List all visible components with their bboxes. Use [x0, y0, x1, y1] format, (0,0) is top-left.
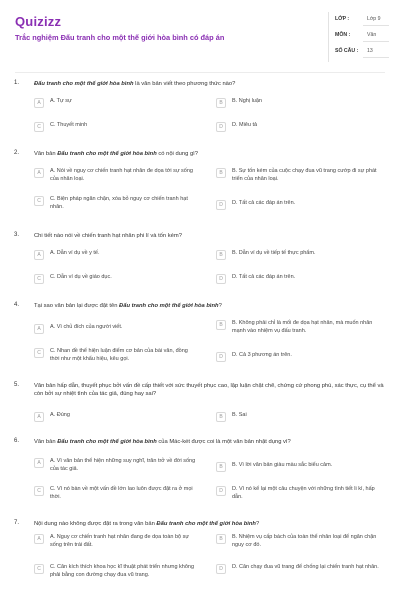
option-letter-box: A	[34, 98, 44, 108]
question-number: 7.	[14, 520, 20, 526]
question-text: Nội dung nào không được đặt ra trong văn bản Đấu tranh cho một thế giới hòa bình?	[34, 521, 260, 527]
option-letter-box: C	[34, 486, 44, 496]
question-number: 6.	[14, 438, 20, 444]
question-number: 3.	[14, 232, 20, 238]
option-text: C. Biện pháp ngăn chặn, xóa bỏ nguy cơ chiến tranh hạt nhân.	[50, 196, 188, 210]
question-number: 1.	[14, 80, 20, 86]
meta-subject-value: Văn	[367, 32, 377, 38]
question-text: Văn bản hấp dẫn, thuyết phục bởi vấn đề cấp thiết với sức thuyết phục cao, lập luận chặt chẽ, chứng cứ phong phú, xác thực, cụ thể và còn bởi sự nhiệt tình của tác giả, đúng hay sai?	[34, 383, 384, 397]
option-letter-box: B	[216, 250, 226, 260]
option-letter-box: D	[216, 486, 226, 496]
option-text: C. Nhan đề thể hiện luận điểm cơ bản của bài văn, đồng thời như một khẩu hiệu, kêu gọi.	[50, 348, 188, 362]
question-text: Tại sao văn bản lại được đặt tên Đấu tranh cho một thế giới hòa bình?	[34, 303, 222, 309]
option-letter-box: A	[34, 412, 44, 422]
option-letter-box: B	[216, 168, 226, 178]
option-letter-box: A	[34, 324, 44, 334]
option-letter-box: C	[34, 196, 44, 206]
worksheet-header	[0, 0, 400, 70]
option-letter-box: A	[34, 534, 44, 544]
option-text: B. Dẫn ví dụ về tiếp tế thực phẩm.	[232, 250, 316, 256]
meta-count-value: 13	[367, 48, 373, 54]
option-text: B. Sai	[232, 412, 247, 418]
question-number: 4.	[14, 302, 20, 308]
option-text: A. Vì chủ đích của người viết.	[50, 324, 123, 330]
option-letter-box: D	[216, 274, 226, 284]
option-letter-box: B	[216, 534, 226, 544]
option-letter-box: D	[216, 352, 226, 362]
option-text: D. Tất cả các đáp án trên.	[232, 200, 296, 206]
option-text: B. Nhiệm vụ cấp bách của toàn thể nhân loại để ngăn chặn nguy cơ đó.	[232, 534, 377, 548]
option-text: D. Tất cả các đáp án trên.	[232, 274, 296, 280]
option-text: D. Vì nó kể lại một câu chuyện với những tình tiết li kì, hấp dẫn.	[232, 486, 375, 500]
meta-count	[335, 44, 389, 58]
option-text: C. Thuyết minh	[50, 122, 88, 128]
question-number: 2.	[14, 150, 20, 156]
meta-divider	[363, 57, 389, 58]
option-text: D. Miêu tả	[232, 122, 258, 128]
option-text: C. Dẫn ví dụ về giáo dục.	[50, 274, 112, 280]
option-text: D. Cả 3 phương án trên.	[232, 352, 292, 358]
question-text: Đấu tranh cho một thế giới hòa bình là văn bản viết theo phương thức nào?	[34, 81, 236, 87]
option-letter-box: B	[216, 98, 226, 108]
option-text: B. Vì lời văn bản giàu màu sắc biểu cảm.	[232, 462, 333, 468]
option-letter-box: A	[34, 250, 44, 260]
option-text: A. Vì văn bản thể hiện những suy nghĩ, trăn trở về đời sống của tác giả.	[50, 458, 196, 472]
option-letter-box: A	[34, 458, 44, 468]
option-text: A. Dẫn ví dụ về y tế.	[50, 250, 100, 256]
question-text: Chi tiết nào nói về chiến tranh hạt nhân phi lí và tốn kém?	[34, 233, 182, 239]
meta-grade	[335, 12, 389, 26]
option-letter-box: B	[216, 462, 226, 472]
meta-subject-label: MÔN :	[335, 32, 351, 38]
option-letter-box: A	[34, 168, 44, 178]
header-divider	[15, 72, 385, 73]
option-text: B. Sự tốn kém của cuộc chạy đua vũ trang cướp đi sự phát triển của nhân loại.	[232, 168, 377, 182]
option-letter-box: B	[216, 412, 226, 422]
option-text: A. Tự sự	[50, 98, 72, 104]
option-letter-box: C	[34, 122, 44, 132]
option-text: C. Vì nó bàn về một vấn đề lớn lao luôn được đặt ra ở mọi thời.	[50, 486, 193, 500]
option-letter-box: B	[216, 320, 226, 330]
option-text: B. Nghị luận	[232, 98, 262, 104]
meta-count-label: SỐ CÂU :	[335, 48, 359, 54]
option-text: B. Không phải chỉ là mối đe dọa hạt nhân, mà muốn nhân mạnh vào nhiệm vụ đấu tranh.	[232, 320, 373, 334]
meta-subject	[335, 28, 389, 42]
meta-grade-label: LỚP :	[335, 16, 350, 22]
question-text: Văn bản Đấu tranh cho một thế giới hòa bình của Mác-két được coi là một văn bản nhật dụng vì?	[34, 439, 291, 445]
meta-grade-value: Lớp 9	[367, 16, 381, 22]
worksheet-title: Trắc nghiệm Đấu tranh cho một thế giới hòa bình có đáp án	[15, 33, 225, 42]
option-letter-box: D	[216, 200, 226, 210]
option-letter-box: C	[34, 348, 44, 358]
option-letter-box: D	[216, 122, 226, 132]
option-text: A. Đúng	[50, 412, 70, 418]
option-letter-box: D	[216, 564, 226, 574]
option-text: A. Nói về nguy cơ chiến tranh hạt nhân đe dọa tới sự sống của nhân loại.	[50, 168, 193, 182]
option-text: C. Căn kích thích khoa học kĩ thuật phát triển nhưng không phải bằng con đường chạy đua vũ trang.	[50, 564, 195, 578]
worksheet-meta	[328, 12, 390, 62]
meta-divider	[363, 41, 389, 42]
option-letter-box: C	[34, 564, 44, 574]
question-text: Văn bản Đấu tranh cho một thế giới hòa bình có nội dung gì?	[34, 151, 199, 157]
option-text: D. Cân chạy đua vũ trang để chống lại chiến tranh hạt nhân.	[232, 564, 379, 570]
meta-divider	[363, 25, 389, 26]
option-letter-box: C	[34, 274, 44, 284]
quizizz-logo[interactable]: Quizizz	[15, 14, 62, 29]
question-number: 5.	[14, 382, 20, 388]
option-text: A. Nguy cơ chiến tranh hạt nhân đang đe dọa toàn bộ sự sống trên trái đất.	[50, 534, 190, 548]
